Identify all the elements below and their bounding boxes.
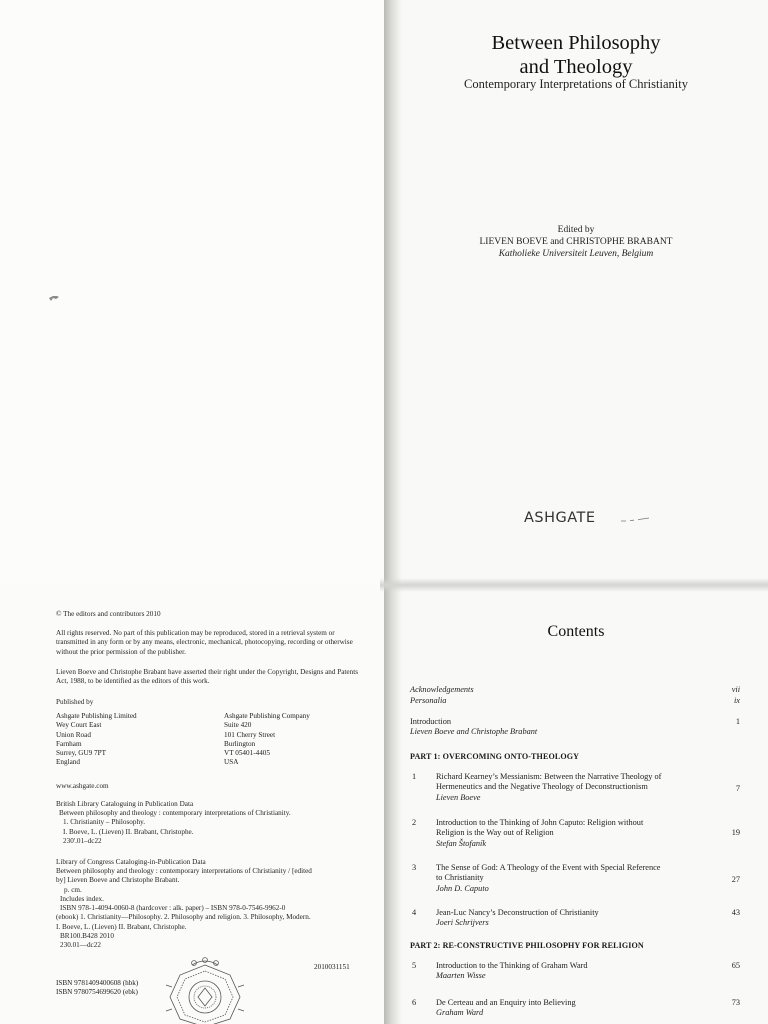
bl-cip-entry — [59, 809, 291, 846]
toc-entry-chapter-1[interactable] — [436, 772, 716, 803]
publisher-website: www.ashgate.com — [56, 782, 109, 790]
title-page — [384, 0, 768, 585]
toc-entry-author: Graham Ward — [436, 1008, 484, 1018]
editors-names: LIEVEN BOEVE and CHRISTOPHE BRABANT — [479, 237, 673, 247]
loc-cip-heading: Library of Congress Cataloging-in-Publication Data — [56, 858, 206, 866]
chapter-number: 4 — [412, 908, 417, 917]
publisher-logo: ASHGATE — [524, 510, 596, 526]
toc-page-number: 65 — [731, 961, 740, 970]
cip-line: ISBN 978-1-4094-0060-8 (hardcover : alk. paper) – ISBN 978-0-7546-9962-0 — [60, 904, 286, 913]
page-gutter-shadow — [384, 585, 402, 1024]
address-line: Suite 420 — [224, 721, 252, 730]
toc-entry-chapter-4[interactable] — [436, 908, 716, 929]
toc-page-number: ix — [734, 696, 740, 705]
address-line: 101 Cherry Street — [224, 730, 276, 739]
toc-page-number: 27 — [731, 875, 740, 884]
address-line: England — [56, 758, 80, 767]
cip-line: BR100.B428 2010 — [60, 932, 114, 941]
toc-entry-author: John D. Caputo — [436, 883, 489, 893]
toc-entry-author: Maarten Wisse — [436, 971, 486, 981]
toc-page-number: 43 — [731, 908, 740, 917]
toc-entry-author: Lieven Boeve and Christophe Brabant — [410, 727, 538, 737]
cip-line: p. cm. — [64, 885, 82, 894]
toc-entry-title: Religion is the Way out of Religion — [436, 828, 554, 838]
toc-entry-author: Stefan Štofaník — [436, 838, 487, 848]
toc-page-number: 19 — [731, 828, 740, 837]
toc-entry-title: Introduction to the Thinking of John Caputo: Religion without — [436, 818, 644, 827]
cip-line: by] Lieven Boeve and Christophe Brabant. — [56, 876, 180, 885]
toc-entry-title: Hermeneutics and the Negative Theology of Deconstructionism — [436, 782, 648, 792]
toc-entry-author: Joeri Schrijvers — [436, 918, 489, 928]
book-subtitle: Contemporary Interpretations of Christianity — [464, 77, 688, 91]
toc-entry-author: Lieven Boeve — [436, 792, 481, 802]
contents-heading: Contents — [547, 623, 605, 640]
cip-line: (ebook) 1. Christianity—Philosophy. 2. Philosophy and religion. 3. Philosophy, Modern. — [56, 913, 311, 922]
cip-line: 230'.01–dc22 — [63, 836, 102, 845]
toc-entry-chapter-2[interactable] — [436, 818, 716, 849]
toc-entry-acknowledgements[interactable] — [410, 685, 474, 695]
cip-line: Includes index. — [60, 894, 104, 903]
toc-entry-chapter-3[interactable] — [436, 863, 716, 894]
address-line: Union Road — [56, 730, 91, 739]
cip-line: 1. Christianity – Philosophy. — [63, 818, 145, 827]
chapter-number: 6 — [412, 998, 417, 1007]
rights-notice: All rights reserved. No part of this publication may be reproduced, stored in a retrieval system or transmitted in any form or by any means, electronic, mechanical, photocopying, recording or otherwise without the prior permission of the publisher. — [56, 629, 353, 656]
chapter-number: 5 — [412, 961, 417, 970]
toc-page-number: 73 — [731, 998, 740, 1007]
cip-line: Between philosophy and theology : contemporary interpretations of Christianity. — [59, 809, 291, 817]
chapter-number: 2 — [412, 818, 417, 827]
toc-entry-introduction[interactable] — [410, 717, 537, 738]
toc-entry-title: Richard Kearney’s Messianism: Between the Narrative Theology of — [436, 772, 662, 781]
published-by-label: Published by — [56, 698, 94, 706]
page-fold-shadow — [380, 578, 768, 592]
cip-line: Between philosophy and theology : contemporary interpretations of Christianity / [edited — [56, 867, 312, 875]
toc-page-number: vii — [731, 685, 740, 694]
editors-affiliation: Katholieke Universiteit Leuven, Belgium — [498, 249, 654, 259]
book-title-line-2: and Theology — [519, 56, 633, 78]
isbn-block — [56, 979, 138, 998]
ink-speck-mark — [48, 294, 60, 302]
book-title-line-1: Between Philosophy — [491, 32, 661, 54]
chapter-number: 1 — [412, 772, 417, 781]
isbn-line: ISBN 9781409400608 (hbk) — [56, 979, 139, 987]
copyright-page — [0, 585, 384, 1024]
address-line: Ashgate Publishing Company — [224, 712, 310, 720]
address-line: Burlington — [224, 739, 256, 748]
address-line: Wey Court East — [56, 721, 102, 730]
toc-entry-chapter-5[interactable] — [436, 961, 716, 982]
blank-verso-page — [0, 0, 384, 585]
toc-entry-title: Jean-Luc Nancy’s Deconstruction of Christianity — [436, 908, 599, 917]
address-line: USA — [224, 758, 239, 767]
toc-entry-title: Personalia — [410, 696, 447, 705]
toc-entry-personalia[interactable] — [410, 696, 446, 706]
toc-entry-title: The Sense of God: A Theology of the Event with Special Reference — [436, 863, 661, 872]
address-line: Surrey, GU9 7PT — [56, 749, 107, 758]
uk-publisher-address — [56, 712, 137, 768]
chapter-number: 3 — [412, 863, 417, 872]
loc-cip-entry — [56, 867, 312, 951]
copyright-line: © The editors and contributors 2010 — [56, 610, 161, 618]
toc-entry-chapter-6[interactable] — [436, 998, 716, 1019]
part-2-heading: PART 2: RE-CONSTRUCTIVE PHILOSOPHY FOR RELIGION — [410, 941, 644, 950]
toc-entry-title: Acknowledgements — [410, 685, 474, 694]
toc-entry-title: to Christianity — [436, 873, 484, 883]
address-line: VT 05401-4405 — [224, 749, 270, 758]
edited-by-label: Edited by — [557, 225, 595, 235]
address-line: Farnham — [56, 739, 82, 748]
toc-entry-title: De Certeau and an Enquiry into Believing — [436, 998, 576, 1007]
part-1-heading: PART 1: OVERCOMING ONTO-THEOLOGY — [410, 752, 580, 761]
toc-page-number: 1 — [735, 717, 740, 726]
toc-entry-title: Introduction — [410, 717, 452, 726]
contents-page — [384, 585, 768, 1024]
publisher-mark-stroke — [620, 517, 650, 523]
printer-seal-emblem — [162, 957, 248, 1024]
bl-cip-heading: British Library Cataloguing in Publication Data — [56, 800, 194, 808]
isbn-line: ISBN 9780754699620 (ebk) — [56, 988, 138, 997]
moral-rights-assertion: Lieven Boeve and Christophe Brabant have asserted their right under the Copyright, Designs and Patents Act, 1988, to be identified as the editors of this work. — [56, 668, 359, 686]
address-line: Ashgate Publishing Limited — [56, 712, 137, 720]
cip-line: I. Boeve, L. (Lieven) II. Brabant, Christophe. — [56, 922, 187, 931]
cip-line: I. Boeve, L. (Lieven) II. Brabant, Christophe. — [63, 827, 194, 836]
us-publisher-address — [224, 712, 310, 768]
cip-line: 230.01—dc22 — [60, 941, 101, 950]
cip-control-number: 2010031151 — [314, 963, 350, 971]
toc-page-number: 7 — [735, 784, 740, 793]
toc-entry-title: Introduction to the Thinking of Graham Ward — [436, 961, 588, 970]
